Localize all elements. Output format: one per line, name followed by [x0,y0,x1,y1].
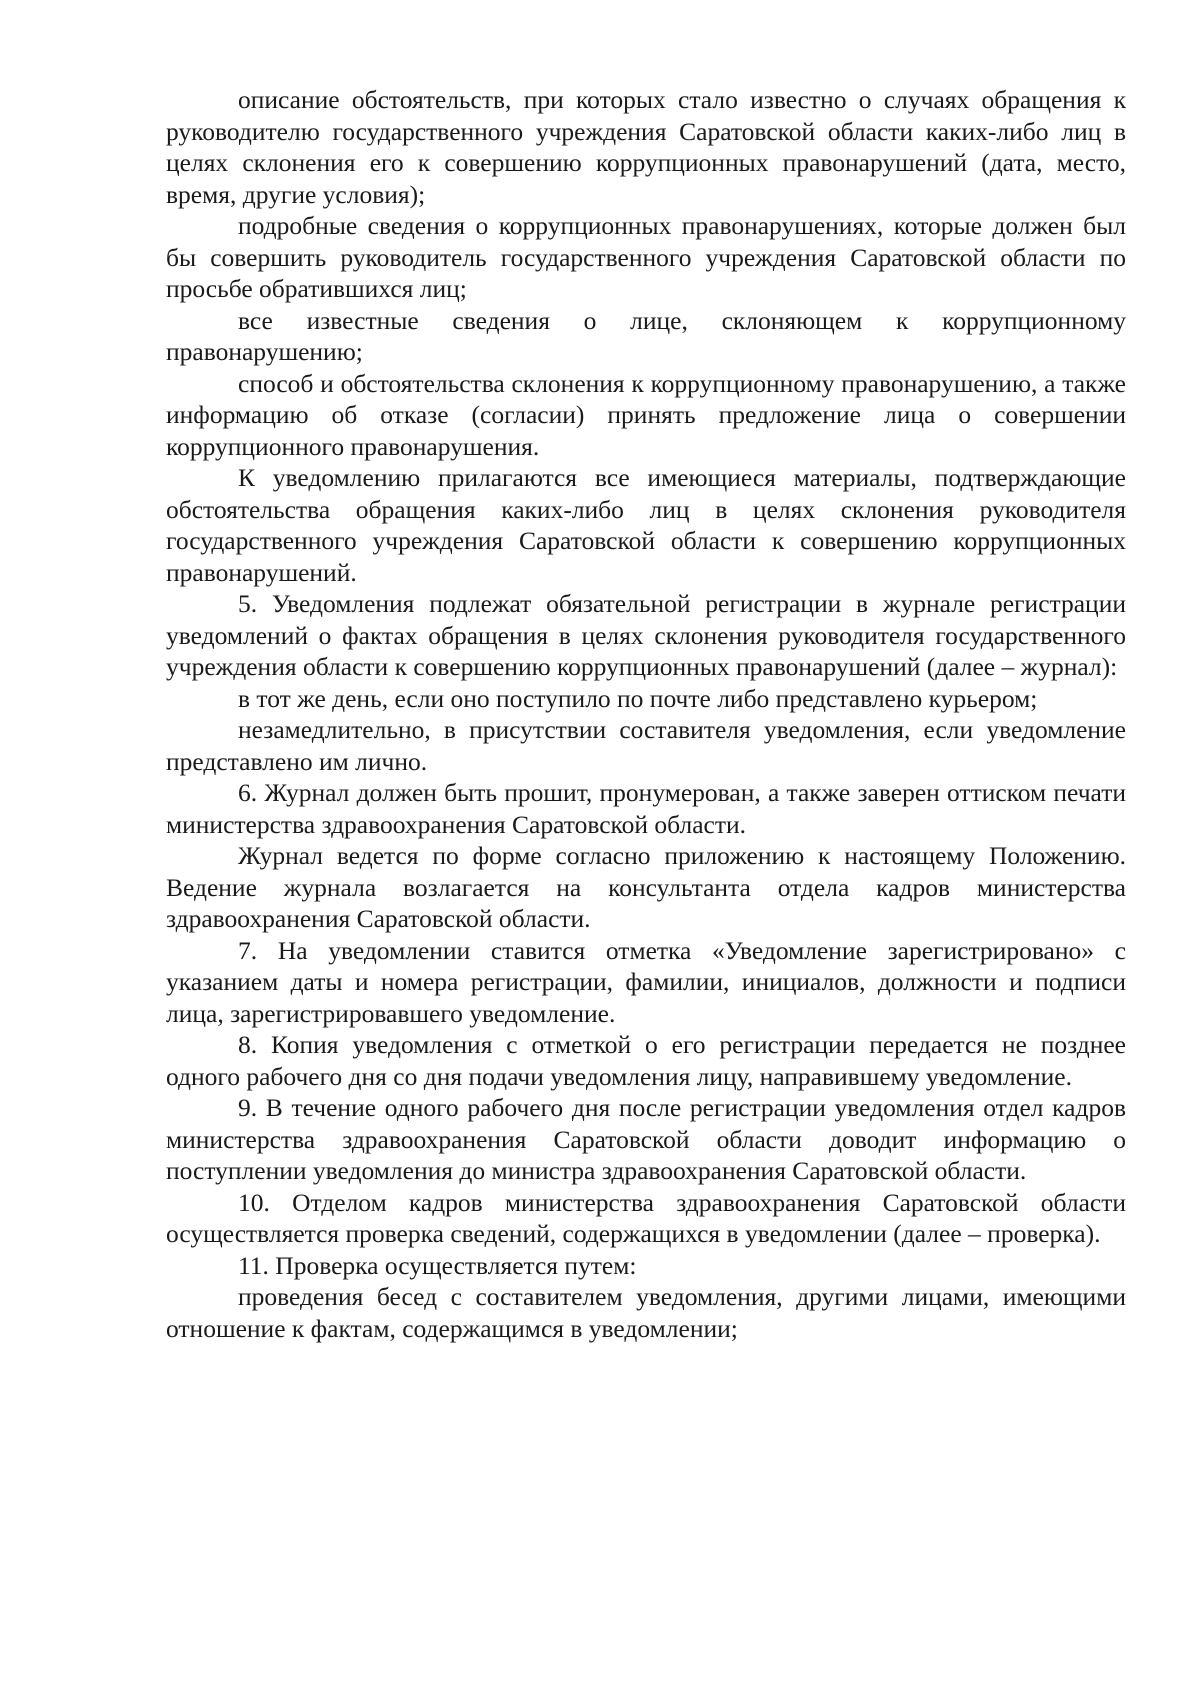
paragraph: 9. В течение одного рабочего дня после регистрации уведомления отдел кадров министерства здравоохранения Саратовской области доводит информацию о поступлении уведомления до министра здравоохранения Саратовской области. [166,1093,1126,1185]
paragraph: описание обстоятельств, при которых стало известно о случаях обращения к руководителю государственного учреждения Саратовской области каких-либо лиц в целях склонения его к совершению коррупционных правонарушений (дата, место, время, другие условия); [166,85,1126,209]
document-page [166,84,1126,1344]
paragraph: 6. Журнал должен быть прошит, пронумерован, а также заверен оттиском печати министерства здравоохранения Саратовской области. [166,778,1126,839]
paragraph: 8. Копия уведомления с отметкой о его регистрации передается не позднее одного рабочего дня со дня подачи уведомления лицу, направившему уведомление. [166,1030,1126,1091]
paragraph: проведения бесед с составителем уведомления, другими лицами, имеющими отношение к фактам, содержащимся в уведомлении; [166,1282,1126,1343]
paragraph: К уведомлению прилагаются все имеющиеся материалы, подтверждающие обстоятельства обращения каких-либо лиц в целях склонения руководителя государственного учреждения Саратовской области к совершению коррупционных правонарушений. [166,463,1126,587]
paragraph: Журнал ведется по форме согласно приложению к настоящему Положению. Ведение журнала возлагается на консультанта отдела кадров министерства здравоохранения Саратовской области. [166,841,1126,933]
paragraph: подробные сведения о коррупционных правонарушениях, которые должен был бы совершить руководитель государственного учреждения Саратовской области по просьбе обратившихся лиц; [166,211,1126,303]
paragraph: все известные сведения о лице, склоняющем к коррупционному правонарушению; [166,305,1126,366]
paragraph: способ и обстоятельства склонения к коррупционному правонарушению, а также информацию об отказе (согласии) принять предложение лица о совершении коррупционного правонарушения. [166,368,1126,461]
paragraph: незамедлительно, в присутствии составителя уведомления, если уведомление представлено им лично. [166,715,1126,776]
paragraph: 5. Уведомления подлежат обязательной регистрации в журнале регистрации уведомлений о фактах обращения в целях склонения руководителя государственного учреждения области к совершению коррупционных правонарушений (далее – журнал): [166,589,1126,681]
paragraph: 7. На уведомлении ставится отметка «Уведомление зарегистрировано» с указанием даты и номера регистрации, фамилии, инициалов, должности и подписи лица, зарегистрировавшего уведомление. [166,935,1126,1028]
paragraph: в тот же день, если оно поступило по почте либо представлено курьером; [238,683,1038,713]
paragraph: 10. Отделом кадров министерства здравоохранения Саратовской области осуществляется проверка сведений, содержащихся в уведомлении (далее – проверка). [166,1187,1126,1248]
paragraph: 11. Проверка осуществляется путем: [238,1250,637,1280]
